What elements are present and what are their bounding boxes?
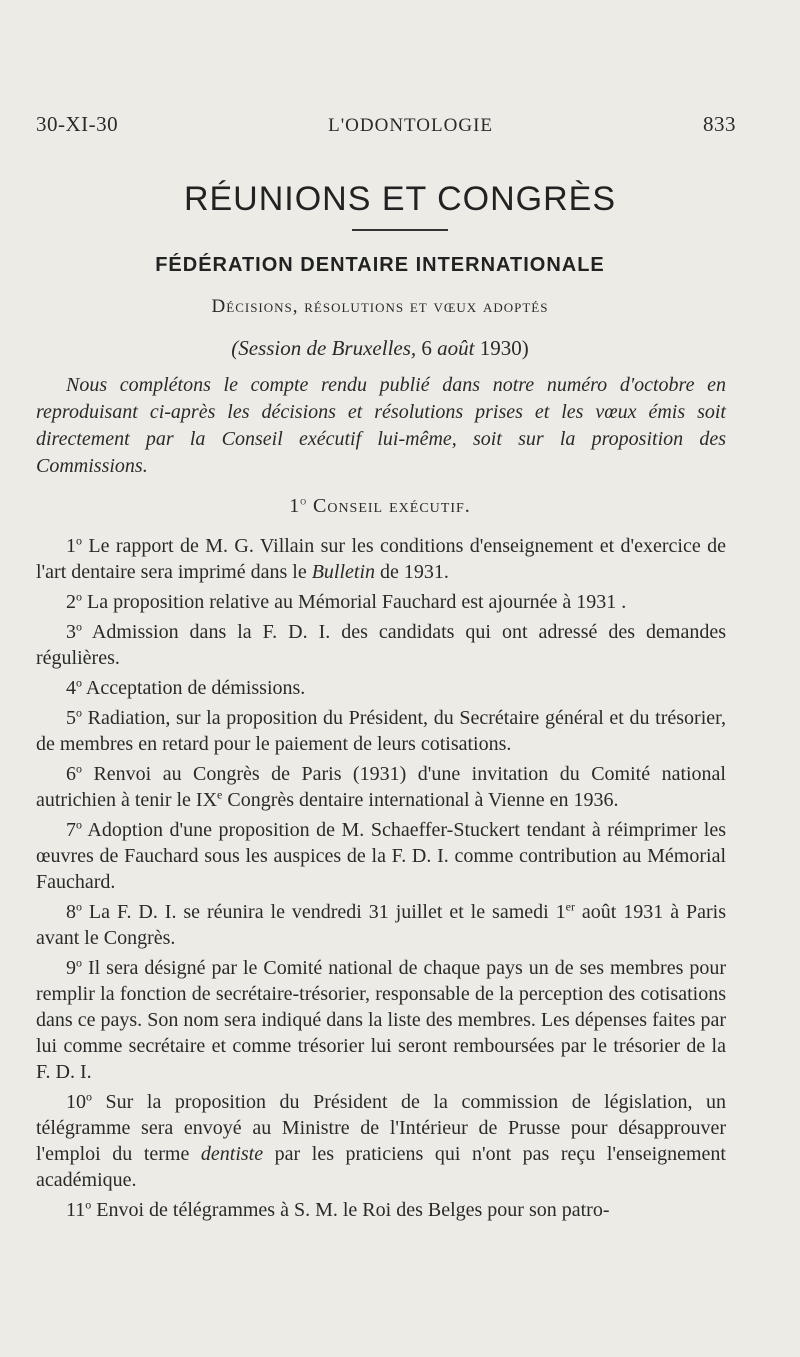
section-heading (0, 495, 760, 518)
header-date: 30-XI-30 (36, 112, 119, 136)
item-ordinal: o (76, 705, 82, 720)
decision-item (36, 1089, 726, 1193)
item-text: Renvoi au Congrès de Paris (1931) d'une invitation du Comité national autrichien à tenir le IX (36, 763, 726, 811)
decisions-heading: Décisions, résolutions et vœux adoptés (211, 296, 549, 317)
item-tail: par les praticiens qui n'ont pas reçu l'enseignement académique. (36, 1143, 726, 1191)
item-ordinal: o (76, 817, 82, 832)
session-line (0, 336, 760, 361)
item-ordinal: o (76, 675, 82, 690)
item-text: La F. D. I. se réunira le vendredi 31 juillet et le samedi 1 (82, 901, 566, 923)
item-number: 4 (66, 677, 76, 699)
intro-paragraph: Nous complétons le compte rendu publié dans notre numéro d'octobre en reproduisant ci-après les décisions et résolutions prises et les vœux émis soit directement par la Conseil exécutif lui-même, soit sur la proposition des Commissions. (36, 374, 726, 477)
decision-list (36, 533, 726, 1227)
decision-item (36, 955, 726, 1085)
title-rule (352, 229, 448, 231)
session-open: ( (231, 336, 239, 360)
decision-item (36, 899, 726, 951)
item-ordinal: o (76, 899, 82, 914)
item-text-cont: août 1931 à Paris avant le Congrès. (36, 901, 727, 949)
session-day: 6 (416, 336, 438, 360)
decision-item (36, 761, 726, 813)
item-ordinal: o (76, 955, 82, 970)
section-title: Conseil exécutif. (313, 495, 471, 517)
item-superscript: er (565, 899, 575, 914)
item-ordinal: o (86, 1089, 92, 1104)
journal-name: L'ODONTOLOGIE (328, 115, 494, 136)
item-text: Le rapport de M. G. Villain sur les conditions d'enseignement et d'exercice de l'art dentaire sera imprimé dans le (36, 535, 726, 583)
session-year: 1930) (474, 336, 529, 360)
section-number: 1 (289, 495, 301, 517)
page-title: RÉUNIONS ET CONGRÈS (183, 180, 617, 218)
item-text: Envoi de télégrammes à S. M. le Roi des Belges pour son patro- (91, 1199, 610, 1221)
item-tail: de 1931. (375, 561, 449, 583)
item-number: 1 (66, 535, 76, 557)
item-text: Sur la proposition du Président de la commission de législation, un télégramme sera envoyé au Ministre de l'Intérieur de Prusse pour désapprouver l'emploi du terme (36, 1091, 726, 1165)
item-number: 3 (66, 621, 76, 643)
decision-item (36, 619, 726, 671)
running-head (36, 112, 736, 137)
item-number: 11 (66, 1199, 86, 1221)
item-number: 8 (66, 901, 76, 923)
page-number: 833 (702, 112, 736, 136)
item-ordinal: o (76, 619, 82, 634)
item-ordinal: o (76, 761, 82, 776)
section-ordinal: o (300, 493, 307, 508)
item-italic: dentiste (200, 1143, 264, 1165)
item-text: Acceptation de démissions. (82, 677, 306, 699)
item-ordinal: o (76, 533, 82, 548)
item-number: 5 (66, 707, 76, 729)
decision-item (36, 817, 726, 895)
item-text: La proposition relative au Mémorial Fauchard est ajournée à 1931 . (82, 591, 627, 613)
decision-item (36, 1197, 726, 1223)
item-superscript: e (217, 787, 223, 802)
item-ordinal: o (85, 1197, 92, 1212)
item-number: 9 (66, 957, 76, 979)
item-italic: Bulletin (311, 561, 376, 583)
item-text-cont: Congrès dentaire international à Vienne en 1936. (222, 789, 619, 811)
decision-item (36, 533, 726, 585)
item-number: 10 (66, 1091, 86, 1113)
item-text: Admission dans la F. D. I. des candidats qui ont adressé des demandes régulières. (36, 621, 726, 669)
item-number: 2 (66, 591, 76, 613)
item-number: 6 (66, 763, 76, 785)
section-subtitle: FÉDÉRATION DENTAIRE INTERNATIONALE (155, 254, 605, 276)
item-text: Adoption d'une proposition de M. Schaeffer-Stuckert tendant à réimprimer les œuvres de Fauchard sous les auspices de la F. D. I. comme contribution au Mémorial Fauchard. (36, 819, 726, 893)
decision-item (36, 705, 726, 757)
decision-item (36, 675, 726, 701)
decision-item (36, 589, 726, 615)
session-place: Session de Bruxelles, (238, 336, 417, 360)
item-text: Radiation, sur la proposition du Président, du Secrétaire général et du trésorier, de membres en retard pour le paiement de leurs cotisations. (36, 707, 726, 755)
item-text: Il sera désigné par le Comité national de chaque pays un de ses membres pour remplir la fonction de secrétaire-trésorier, responsable de la perception des cotisations dans ce pays. Son nom sera indiqué dans la liste des membres. Les dépenses faites par lui comme secrétaire et comme trésorier lui seront remboursées par le trésorier de la F. D. I. (36, 957, 726, 1083)
session-month: août (437, 336, 475, 360)
item-ordinal: o (76, 589, 82, 604)
item-number: 7 (66, 819, 76, 841)
